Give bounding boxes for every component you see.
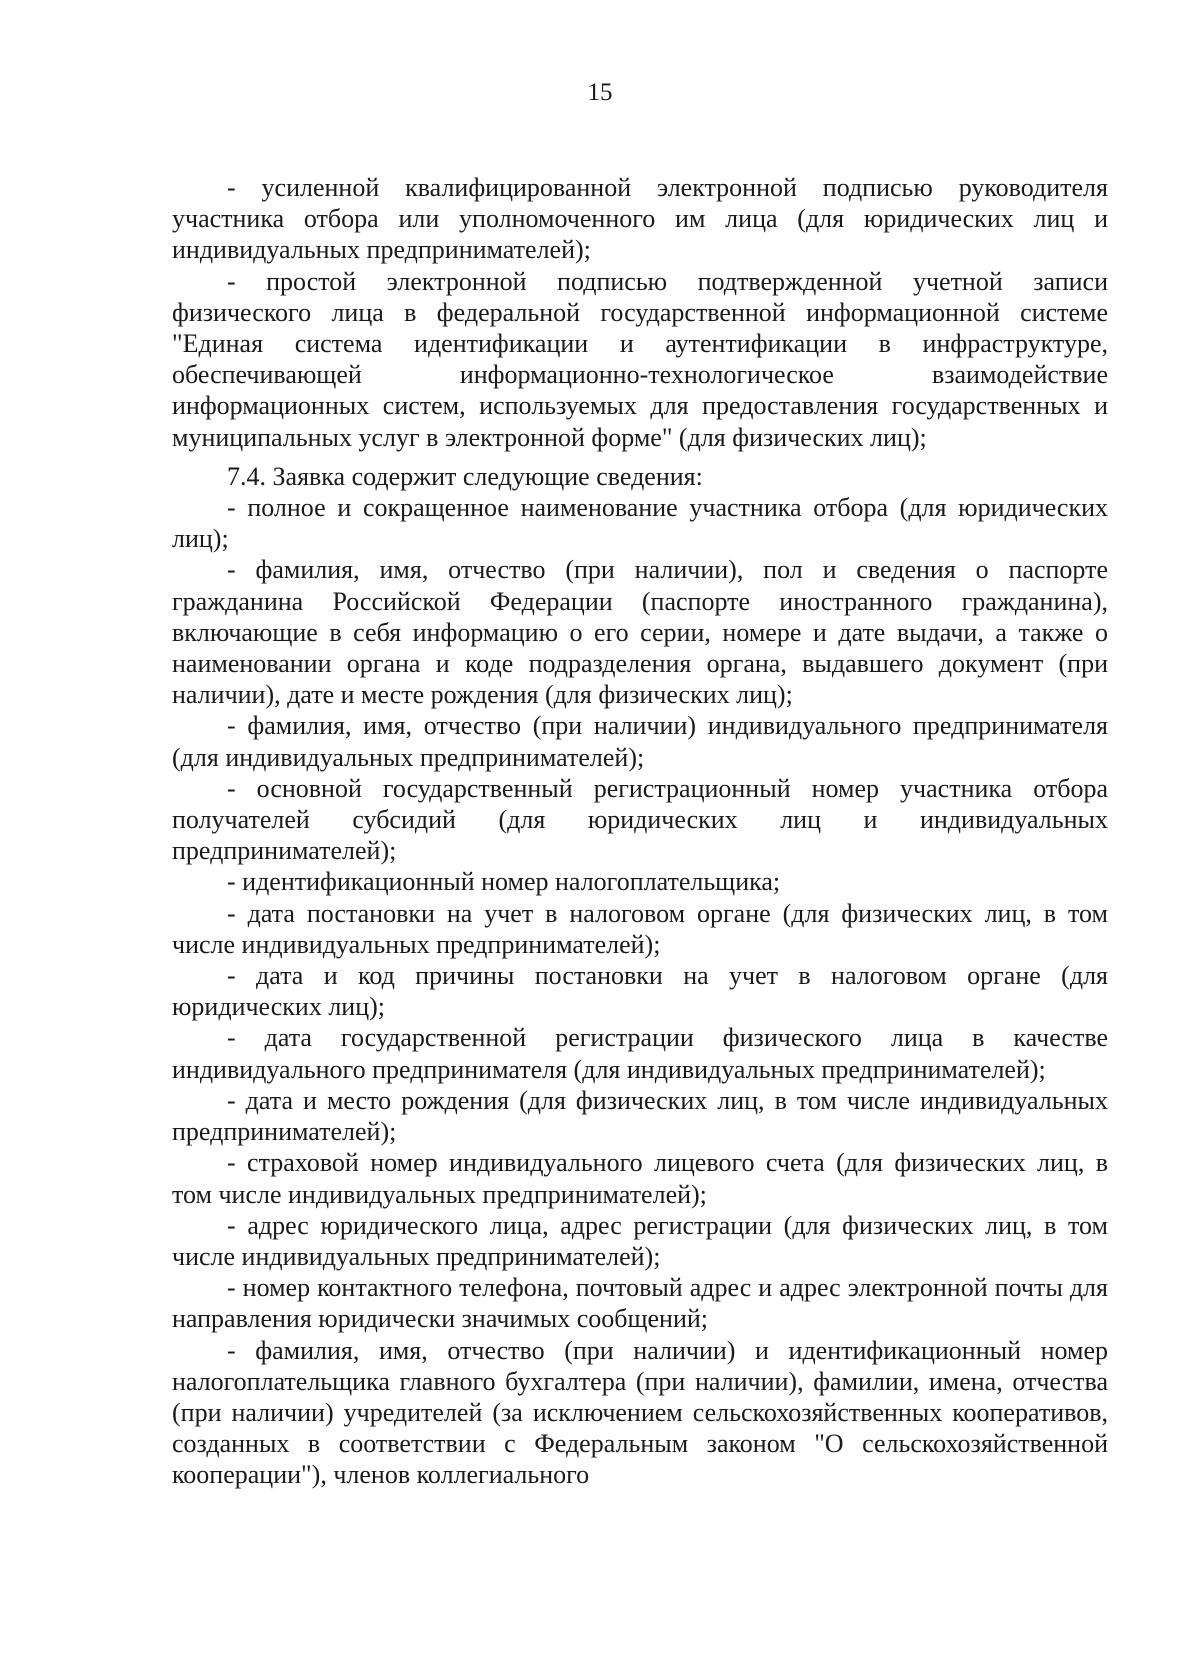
list-item-accountant-founders: - фамилия, имя, отчество (при наличии) и идентификационный номер налогоплательщика главного бухгалтера (при наличии), фамилии, имена, отчества (при наличии) учредителей (за исключением сельскохозяйственных кооперативов, созданных в соответствии с Федеральным законом "О сельскохозяйственной кооперации"), членов коллегиального: [172, 1335, 1108, 1490]
list-item-contacts: - номер контактного телефона, почтовый адрес и адрес электронной почты для направления юридически значимых сообщений;: [172, 1273, 1108, 1334]
list-item-birth-date-place: - дата и место рождения (для физических лиц, в том числе индивидуальных предпринимателей);: [172, 1085, 1108, 1147]
paragraph-section-7-4: 7.4. Заявка содержит следующие сведения:: [227, 461, 703, 491]
list-item-name-legal: - полное и сокращенное наименование участника отбора (для юридических лиц);: [172, 493, 1108, 554]
page-number: 15: [587, 79, 613, 106]
document-body: [172, 172, 1108, 1491]
list-item-ogrn: - основной государственный регистрационный номер участника отбора получателей субсидий (для юридических лиц и индивидуальных предпринимателей);: [172, 773, 1108, 866]
list-item-tax-registration-date: - дата постановки на учет в налоговом органе (для физических лиц, в том числе индивидуальных предпринимателей);: [172, 898, 1108, 959]
list-item-entrepreneur-name: - фамилия, имя, отчество (при наличии) индивидуального предпринимателя (для индивидуальных предпринимателей);: [172, 711, 1108, 772]
list-item-kpp: - дата и код причины постановки на учет в налоговом органе (для юридических лиц);: [172, 961, 1108, 1022]
list-item-snils: - страховой номер индивидуального лицевого счета (для физических лиц, в том числе индивидуальных предпринимателей);: [172, 1148, 1108, 1209]
list-item-state-registration-date: - дата государственной регистрации физического лица в качестве индивидуального предпринимателя (для индивидуальных предпринимателей);: [172, 1023, 1108, 1084]
paragraph-signature-simple: - простой электронной подписью подтвержденной учетной записи физического лица в федеральной государственной информационной системе "Единая система идентификации и аутентификации в инфраструктуре, обеспечивающей информационно-технологическое взаимодействие информационных систем, используемых для предоставления государственных и муниципальных услуг в электронной форме" (для физических лиц);: [172, 266, 1108, 452]
list-item-passport: - фамилия, имя, отчество (при наличии), пол и сведения о паспорте гражданина Российской Федерации (паспорте иностранного гражданина), включающие в себя информацию о его серии, номере и дате выдачи, а также о наименовании органа и коде подразделения органа, выдавшего документ (при наличии), дате и месте рождения (для физических лиц);: [172, 555, 1108, 710]
list-item-address: - адрес юридического лица, адрес регистрации (для физических лиц, в том числе индивидуальных предпринимателей);: [172, 1210, 1108, 1271]
list-item-inn: - идентификационный номер налогоплательщика;: [227, 867, 781, 897]
paragraph-signature-qualified: - усиленной квалифицированной электронной подписью руководителя участника отбора или уполномоченного им лица (для юридических лиц и индивидуальных предпринимателей);: [172, 173, 1108, 265]
